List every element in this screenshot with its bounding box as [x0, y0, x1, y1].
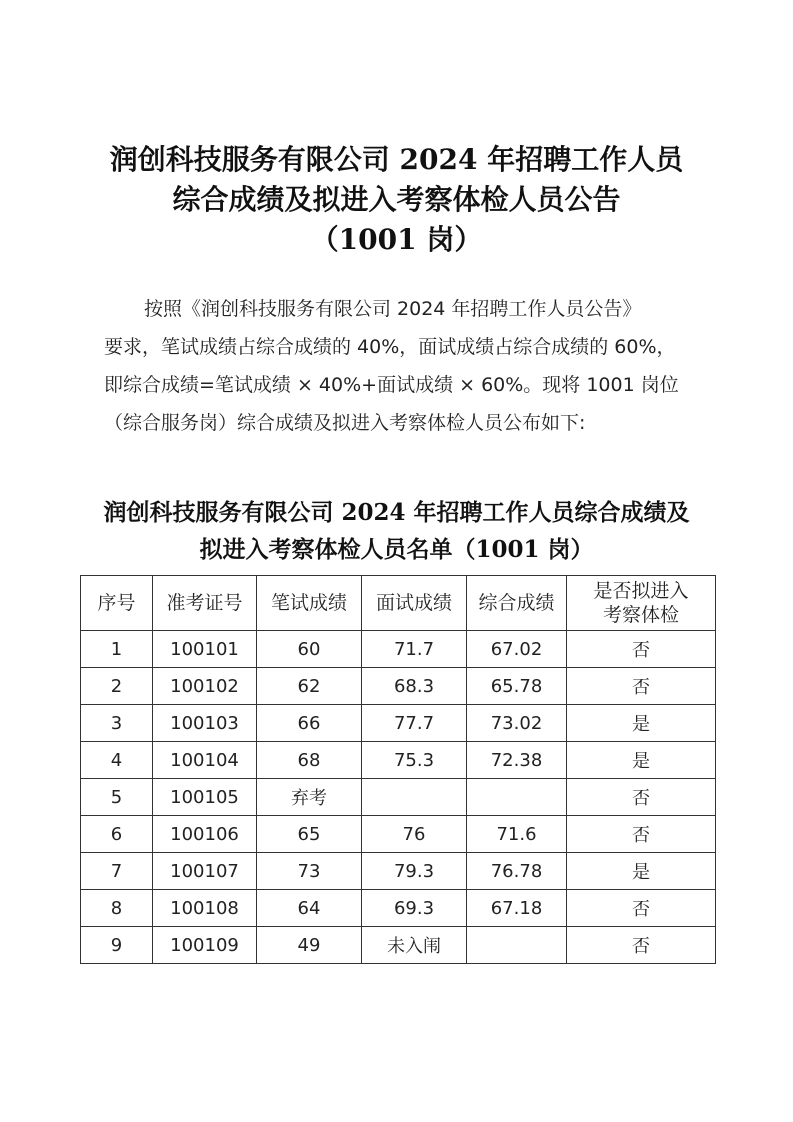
- doc-title-line-1: 润创科技服务有限公司 2024 年招聘工作人员: [109, 143, 684, 176]
- cell-total: 67.18: [467, 890, 567, 927]
- cell-admit: 否: [567, 779, 716, 816]
- cell-exam-no: 100103: [153, 705, 257, 742]
- cell-total: 65.78: [467, 668, 567, 705]
- cell-exam-no: 100105: [153, 779, 257, 816]
- cell-interview: 68.3: [362, 668, 467, 705]
- cell-seq: 3: [81, 705, 153, 742]
- table-row: [81, 853, 716, 890]
- cell-admit: 否: [567, 927, 716, 964]
- cell-interview: 79.3: [362, 853, 467, 890]
- cell-exam-no: 100106: [153, 816, 257, 853]
- cell-written: 65: [257, 816, 362, 853]
- cell-total: 67.02: [467, 631, 567, 668]
- cell-total: 76.78: [467, 853, 567, 890]
- table-header-row: [81, 576, 716, 631]
- cell-admit: 否: [567, 631, 716, 668]
- cell-seq: 6: [81, 816, 153, 853]
- cell-admit: 否: [567, 816, 716, 853]
- header-exam-no: 准考证号: [153, 576, 257, 631]
- cell-interview: 77.7: [362, 705, 467, 742]
- table-row: [81, 890, 716, 927]
- table-row: [81, 779, 716, 816]
- cell-admit: 是: [567, 742, 716, 779]
- table-row: [81, 631, 716, 668]
- cell-interview: 未入闱: [362, 927, 467, 964]
- paragraph-line-4: （综合服务岗）综合成绩及拟进入考察体检人员公布如下:: [104, 412, 586, 434]
- doc-title-line-2: 综合成绩及拟进入考察体检人员公告: [172, 183, 621, 216]
- cell-seq: 1: [81, 631, 153, 668]
- doc-title-line-3: （1001 岗）: [310, 223, 483, 256]
- cell-written: 68: [257, 742, 362, 779]
- cell-exam-no: 100108: [153, 890, 257, 927]
- cell-written: 弃考: [257, 779, 362, 816]
- cell-admit: 否: [567, 668, 716, 705]
- cell-seq: 7: [81, 853, 153, 890]
- paragraph-line-2: 要求，笔试成绩占综合成绩的 40%，面试成绩占综合成绩的 60%，: [104, 336, 676, 358]
- header-total: 综合成绩: [467, 576, 567, 631]
- cell-interview: 76: [362, 816, 467, 853]
- paragraph-line-3: 即综合成绩=笔试成绩 × 40%+面试成绩 × 60%。现将 1001 岗位: [104, 374, 679, 396]
- header-admit-line-2: 考察体检: [602, 604, 679, 626]
- table-row: [81, 668, 716, 705]
- cell-written: 73: [257, 853, 362, 890]
- header-admit: [567, 576, 716, 631]
- header-admit-line-1: 是否拟进入: [593, 580, 689, 602]
- cell-written: 60: [257, 631, 362, 668]
- cell-written: 64: [257, 890, 362, 927]
- cell-admit: 是: [567, 705, 716, 742]
- cell-interview: [362, 779, 467, 816]
- header-interview: 面试成绩: [362, 576, 467, 631]
- cell-total: 73.02: [467, 705, 567, 742]
- cell-total: [467, 927, 567, 964]
- table-row: [81, 705, 716, 742]
- cell-seq: 8: [81, 890, 153, 927]
- cell-exam-no: 100109: [153, 927, 257, 964]
- cell-seq: 5: [81, 779, 153, 816]
- paragraph-line-1: 按照《润创科技服务有限公司 2024 年招聘工作人员公告》: [144, 298, 642, 320]
- score-table: [80, 575, 716, 964]
- cell-written: 66: [257, 705, 362, 742]
- table-row: [81, 927, 716, 964]
- table-row: [81, 816, 716, 853]
- cell-total: [467, 779, 567, 816]
- cell-total: 71.6: [467, 816, 567, 853]
- table-title-line-1: 润创科技服务有限公司 2024 年招聘工作人员综合成绩及: [103, 499, 690, 526]
- header-seq: 序号: [81, 576, 153, 631]
- cell-interview: 75.3: [362, 742, 467, 779]
- cell-exam-no: 100102: [153, 668, 257, 705]
- table-title-line-2: 拟进入考察体检人员名单（1001 岗）: [199, 536, 594, 563]
- cell-exam-no: 100101: [153, 631, 257, 668]
- cell-exam-no: 100104: [153, 742, 257, 779]
- cell-seq: 9: [81, 927, 153, 964]
- cell-interview: 71.7: [362, 631, 467, 668]
- cell-seq: 2: [81, 668, 153, 705]
- header-written: 笔试成绩: [257, 576, 362, 631]
- cell-seq: 4: [81, 742, 153, 779]
- cell-written: 49: [257, 927, 362, 964]
- cell-total: 72.38: [467, 742, 567, 779]
- cell-exam-no: 100107: [153, 853, 257, 890]
- table-row: [81, 742, 716, 779]
- cell-written: 62: [257, 668, 362, 705]
- cell-admit: 否: [567, 890, 716, 927]
- cell-admit: 是: [567, 853, 716, 890]
- cell-interview: 69.3: [362, 890, 467, 927]
